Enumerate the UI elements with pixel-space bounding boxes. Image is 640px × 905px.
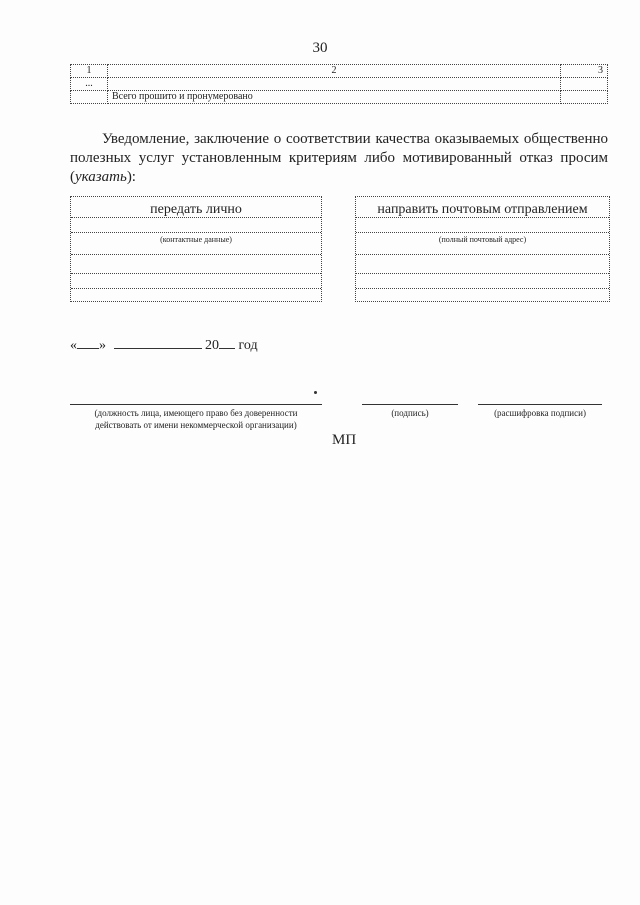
page-number: 30 (312, 40, 328, 56)
table-cell: Всего прошито и пронумеровано (108, 91, 561, 104)
stamp-label: МП (332, 432, 357, 448)
in-person-box (70, 196, 322, 302)
contact-line[interactable] (71, 218, 321, 233)
position-caption-line: действовать от имени некоммерческой организации) (95, 420, 297, 430)
quote-open: « (70, 338, 77, 353)
position-caption (62, 407, 330, 431)
day-field[interactable] (77, 338, 99, 349)
year-word: год (238, 338, 258, 353)
year-field[interactable] (219, 338, 235, 349)
signature-line[interactable] (362, 404, 458, 405)
year-prefix: 20 (205, 338, 219, 353)
address-line[interactable] (356, 218, 609, 233)
position-line[interactable] (70, 404, 322, 405)
decoding-line[interactable] (478, 404, 602, 405)
notice-text: Уведомление, заключение о соответствии качества оказываемых общественно полезных услуг установленным критериям либо мотивированный отказ просим ( (70, 131, 608, 185)
decoding-caption: (расшифровка подписи) (494, 408, 586, 418)
table-cell: 1 (71, 65, 108, 78)
notice-text-end: ): (126, 169, 136, 185)
table-cell: 3 (561, 65, 608, 78)
notice-italic: указать (75, 169, 127, 185)
table-cell (71, 91, 108, 104)
address-line[interactable] (356, 274, 609, 289)
table-cell (561, 78, 608, 91)
contact-line[interactable] (71, 274, 321, 289)
by-post-title: направить почтовым отправлением (356, 197, 609, 218)
quote-close: » (99, 338, 106, 353)
bound-pages-table (70, 64, 608, 104)
date-line (70, 338, 258, 354)
address-hint: (полный почтовый адрес) (356, 233, 609, 255)
table-row (71, 91, 608, 104)
notice-paragraph (70, 130, 608, 187)
ink-dot (314, 391, 317, 394)
position-caption-line: (должность лица, имеющего право без доверенности (94, 408, 298, 418)
by-post-box (355, 196, 610, 302)
signature-caption: (подпись) (391, 408, 429, 418)
table-header-row (71, 65, 608, 78)
month-field[interactable] (114, 338, 202, 349)
table-cell (108, 78, 561, 91)
contact-line[interactable] (71, 255, 321, 274)
table-cell (561, 91, 608, 104)
address-line[interactable] (356, 255, 609, 274)
table-cell: 2 (108, 65, 561, 78)
table-cell: ... (71, 78, 108, 91)
contact-hint: (контактные данные) (71, 233, 321, 255)
in-person-title: передать лично (71, 197, 321, 218)
table-row (71, 78, 608, 91)
